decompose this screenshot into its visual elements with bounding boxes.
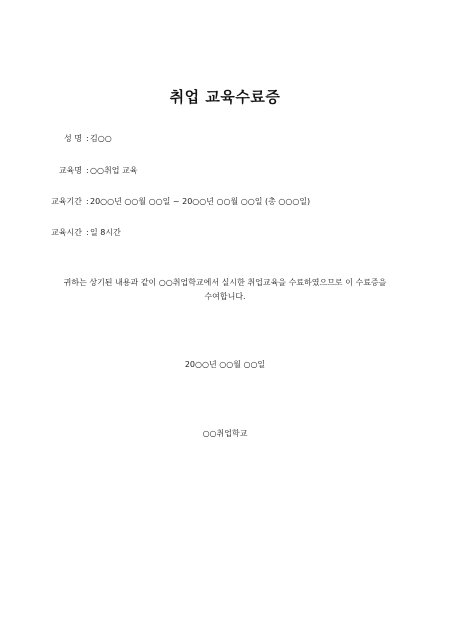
course-period-field — [0, 195, 450, 209]
course-name-label: 교육명 — [58, 166, 82, 175]
completion-statement — [50, 276, 400, 304]
name-value: 김○○ — [90, 134, 112, 143]
course-hours-colon: : — [86, 228, 89, 237]
course-period-colon: : — [86, 197, 89, 206]
issue-date: 20○○년 ○○월 ○○일 — [184, 360, 266, 369]
course-name-colon: : — [86, 166, 89, 175]
course-name-field — [0, 164, 450, 178]
name-colon: : — [86, 134, 89, 143]
course-hours-value: 일 8시간 — [90, 228, 121, 237]
certificate-title: 취업 교육수료증 — [169, 88, 281, 106]
issuer-name: ○○취업학교 — [202, 429, 248, 438]
name-field — [0, 132, 450, 146]
statement-line-1: 귀하는 상기된 내용과 같이 ○○취업학교에서 실시한 취업교육을 수료하였으므로 이 수료증을 — [63, 278, 387, 287]
course-hours-label: 교육시간 — [51, 228, 82, 237]
course-hours-field — [0, 226, 450, 240]
name-label: 성 명 — [64, 134, 82, 143]
statement-line-2: 수여합니다. — [204, 292, 246, 301]
course-period-label: 교육기간 — [51, 197, 82, 206]
course-name-value: ○○취업 교육 — [90, 166, 138, 175]
course-period-value: 20○○년 ○○월 ○○일 ~ 20○○년 ○○월 ○○일 (총 ○○○일) — [90, 197, 311, 206]
